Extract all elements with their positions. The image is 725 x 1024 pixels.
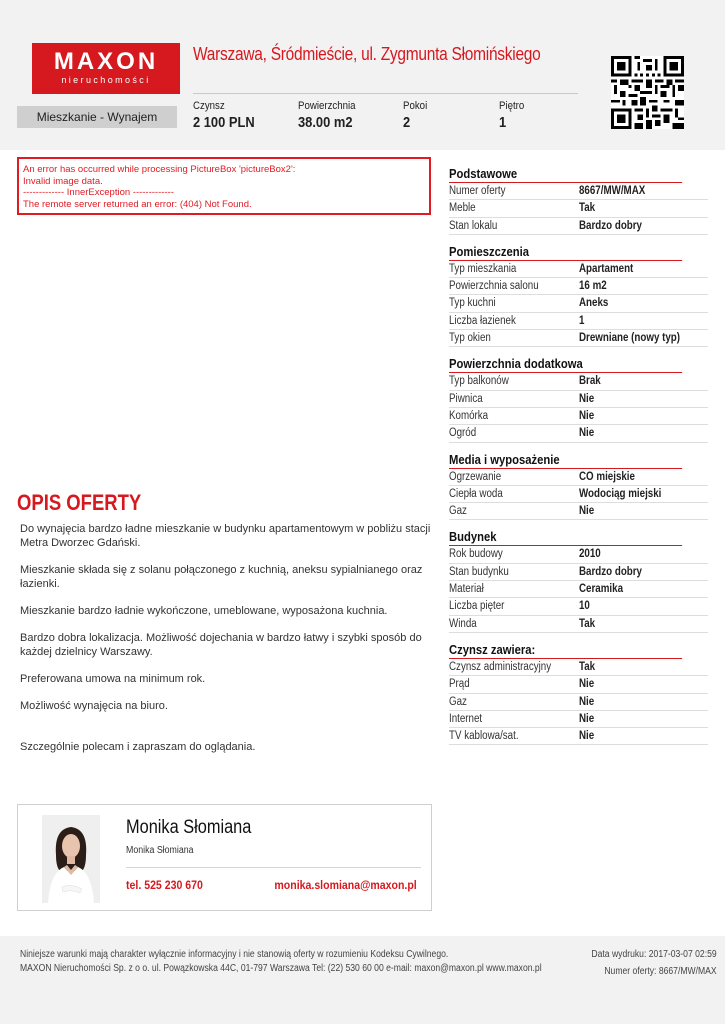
detail-key: Stan budynku [449,565,509,578]
footer-company: MAXON Nieruchomości Sp. z o o. ul. Powązkowska 44C, 01-797 Warszawa Tel: (22) 530 60 00 e-mail: maxon@maxon.pl www.maxon.pl [20,963,542,974]
detail-value: Nie [579,678,595,691]
detail-value: Wodociąg miejski [579,487,662,500]
maxon-logo[interactable] [32,43,180,94]
detail-key: Prąd [449,678,470,691]
detail-key: Piwnica [449,392,483,405]
summary-label: Powierzchnia [298,100,356,112]
detail-value: 1 [579,314,585,327]
detail-row [449,711,708,728]
description-paragraph: Mieszkanie bardzo ładnie wykończone, umeblowane, wyposażona kuchnia. [20,605,388,617]
description-paragraph: Do wynajęcia bardzo ładne mieszkanie w budynku apartamentowym w pobliżu stacji Metra Dworzec Gdański. [20,523,431,549]
summary-floor [499,100,528,131]
section-title: Czynsz zawiera: [449,642,682,659]
detail-row [449,486,708,503]
detail-key: Powierzchnia salonu [449,280,539,293]
divider [126,867,421,868]
section-title: Budynek [449,529,682,546]
detail-value: Tak [579,202,596,215]
detail-row [449,659,708,676]
detail-row [449,469,708,486]
detail-key: Typ kuchni [449,297,496,310]
section-building [449,529,708,632]
error-line: The remote server returned an error: (404) Not Found. [23,198,252,210]
detail-value: Nie [579,730,595,743]
detail-key: Numer oferty [449,185,506,197]
detail-key: Liczba łazienek [449,314,516,327]
description-body [20,522,432,767]
detail-row [449,330,708,347]
detail-value: Nie [579,427,595,440]
offer-address: Warszawa, Śródmieście, ul. Zygmunta Słomińskiego [193,44,541,64]
detail-value: Ceramika [579,583,624,596]
detail-value: 8667/MW/MAX [579,185,646,197]
detail-row [449,183,708,200]
detail-row [449,408,708,425]
agent-card [17,804,432,911]
detail-key: Liczba pięter [449,600,505,613]
section-media [449,452,708,521]
agent-email-link[interactable]: monika.slomiana@maxon.pl [274,878,417,892]
detail-key: Winda [449,617,477,630]
detail-key: Typ balkonów [449,375,509,388]
footer-offer-number: Numer oferty: 8667/MW/MAX [604,966,717,977]
detail-value: Bardzo dobry [579,219,643,232]
error-line: ------------- InnerException ------------- [23,187,174,198]
detail-key: Komórka [449,409,489,422]
detail-key: Czynsz administracyjny [449,660,552,673]
detail-row [449,676,708,693]
footer-disclaimer: Niniejsze warunki mają charakter wyłącznie informacyjny i nie stanowią oferty w rozumieniu Kodeksu Cywilnego. [20,949,449,960]
agent-photo [42,815,100,903]
summary-value: 2 100 PLN [193,114,255,131]
offer-type-badge: Mieszkanie - Wynajem [17,106,177,128]
error-line: Invalid image data. [23,175,103,187]
detail-row [449,200,708,217]
detail-row [449,546,708,563]
detail-value: Drewniane (nowy typ) [579,332,681,345]
detail-key: Ciepła woda [449,487,503,500]
detail-value: Aneks [579,297,609,310]
description-paragraph: Preferowana umowa na minimum rok. [20,673,206,685]
detail-row [449,218,708,235]
detail-key: Meble [449,202,476,215]
detail-value: Bardzo dobry [579,565,643,578]
detail-row [449,616,708,633]
detail-key: Stan lokalu [449,219,498,232]
detail-key: Ogrzewanie [449,470,502,483]
detail-key: Gaz [449,505,467,518]
divider [193,93,578,94]
detail-value: 16 m2 [579,280,607,293]
summary-value: 38.00 m2 [298,114,353,131]
description-paragraph: Możliwość wynajęcia na biuro. [20,700,168,712]
summary-value: 2 [403,114,411,131]
section-title: Media i wyposażenie [449,452,682,469]
logo-tagline: nieruchomości [61,75,151,85]
detail-row [449,425,708,442]
detail-value: Tak [579,660,596,673]
detail-key: Materiał [449,583,484,596]
detail-value: Nie [579,712,595,725]
agent-phone-link[interactable]: tel. 525 230 670 [126,878,203,892]
footer-print-date: Data wydruku: 2017-03-07 02:59 [591,949,717,960]
detail-key: Gaz [449,695,467,708]
detail-key: Rok budowy [449,548,503,561]
agent-name: Monika Słomiana [126,817,252,838]
detail-value: 2010 [579,548,601,561]
detail-row [449,598,708,615]
detail-row [449,581,708,598]
detail-value: CO miejskie [579,470,635,483]
header [0,0,725,150]
detail-row [449,728,708,745]
summary-rooms [403,100,431,131]
description-title: OPIS OFERTY [17,490,142,515]
detail-value: Nie [579,392,595,405]
section-title: Podstawowe [449,166,682,183]
summary-label: Pokoi [403,100,428,112]
footer-legal [20,948,542,976]
section-title: Pomieszczenia [449,244,682,261]
detail-row [449,261,708,278]
section-rooms [449,244,708,347]
section-rent-includes [449,642,708,745]
detail-key: TV kablowa/sat. [449,730,519,743]
details-column [449,166,708,754]
detail-value: 10 [579,600,590,613]
section-title: Powierzchnia dodatkowa [449,356,682,373]
summary-value: 1 [499,114,507,131]
detail-key: Internet [449,712,483,725]
detail-row [449,295,708,312]
footer [0,936,725,1024]
detail-row [449,391,708,408]
summary-label: Piętro [499,100,525,112]
detail-value: Apartament [579,262,634,275]
detail-value: Brak [579,375,601,388]
detail-value: Tak [579,617,596,630]
image-error-message [17,157,431,215]
footer-meta [592,948,717,979]
detail-row [449,373,708,390]
description-paragraph: Bardzo dobra lokalizacja. Możliwość dojechania w bardzo łatwy i szybki sposób do każdej dzielnicy Warszawy. [20,632,422,658]
description-paragraph: Szczególnie polecam i zapraszam do oglądania. [20,741,256,753]
detail-row [449,503,708,520]
detail-value: Nie [579,505,595,518]
logo-brand: MAXON [53,48,159,75]
detail-key: Typ okien [449,332,491,345]
detail-row [449,564,708,581]
qr-code-icon [611,56,684,129]
section-additional-area [449,356,708,442]
summary-label: Czynsz [193,100,225,112]
summary-rent [193,100,265,131]
description-paragraph: Mieszkanie składa się z solanu połączonego z kuchnią, aneksu sypialnianego oraz łazienki. [20,564,423,590]
detail-row [449,278,708,295]
detail-value: Nie [579,409,595,422]
section-basic [449,166,708,235]
agent-subtitle: Monika Słomiana [126,845,194,856]
summary-area [298,100,363,131]
detail-key: Ogród [449,427,477,440]
detail-key: Typ mieszkania [449,262,517,275]
detail-value: Nie [579,695,595,708]
error-line: An error has occurred while processing PictureBox 'pictureBox2': [23,164,296,175]
detail-row [449,313,708,330]
detail-row [449,694,708,711]
